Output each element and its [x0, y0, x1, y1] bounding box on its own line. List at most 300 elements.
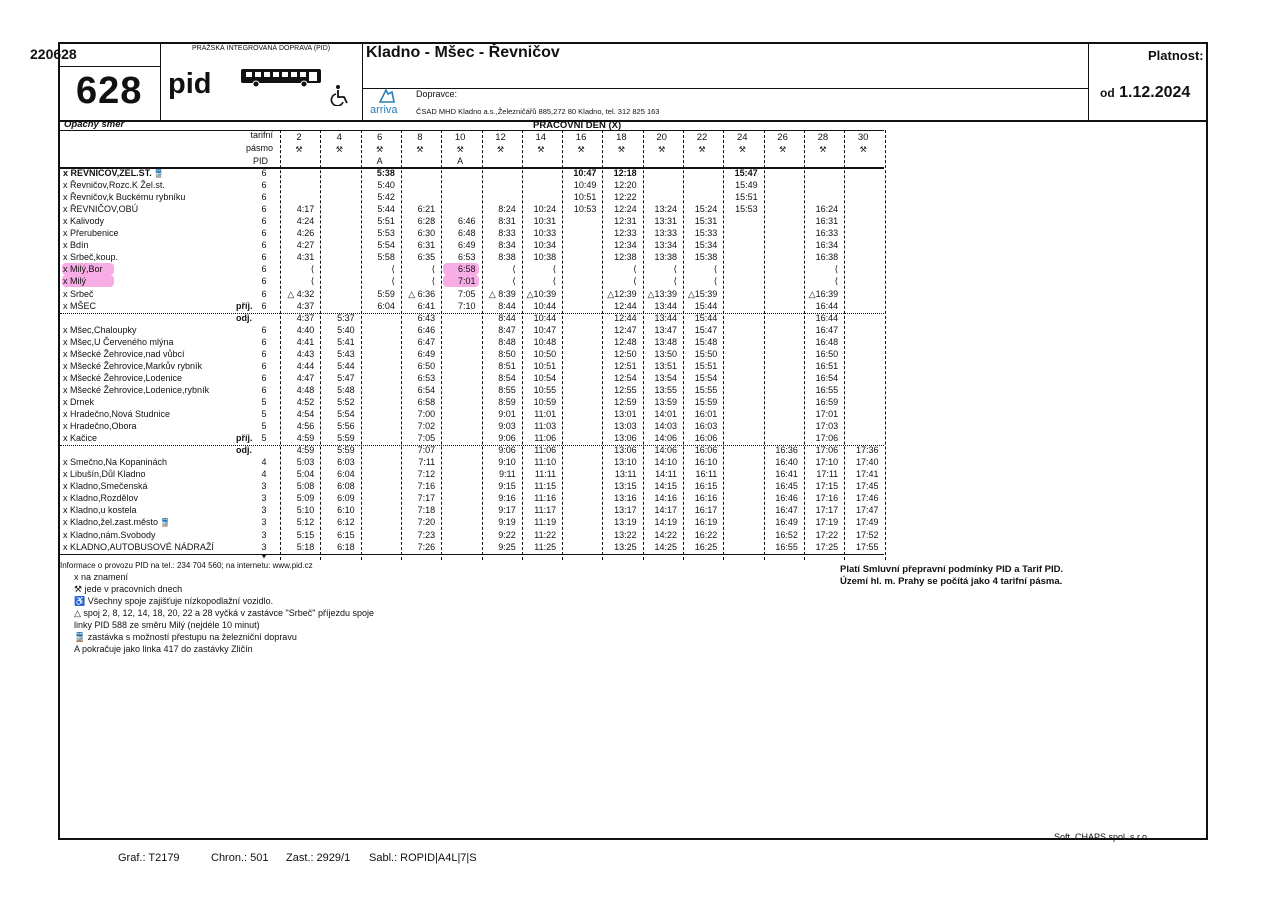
stop-name: x Srbeč,koup.: [63, 252, 119, 263]
departure-time: 10:31: [533, 216, 557, 227]
stop-name: x Kladno,Rozdělov: [63, 493, 139, 504]
tariff-zone: 3: [261, 493, 267, 504]
departure-time: 17:10: [815, 457, 839, 468]
departure-time: 9:06: [498, 433, 516, 444]
stop-name: x Mšecké Žehrovice,Lodenice: [63, 372, 183, 383]
weekday-icon: ⚒: [577, 145, 585, 154]
departure-time: 15:24: [694, 204, 718, 215]
weekday-icon: ⚒: [295, 145, 303, 154]
departure-time: 7:05: [457, 288, 476, 299]
departure-time: 10:34: [533, 240, 557, 251]
departure-time: 17:41: [855, 469, 879, 480]
departure-time: 9:25: [498, 541, 516, 552]
departure-time: 6:54: [417, 384, 436, 395]
departure-time: 16:36: [775, 445, 798, 456]
departure-time: 13:06: [614, 445, 637, 456]
departure-time: ⟨: [673, 276, 677, 287]
stop-name: x Řevničov,k Buckému rybníku: [63, 192, 186, 203]
departure-time: 13:31: [654, 216, 677, 227]
departure-time: 5:54: [337, 409, 355, 419]
tariff-zone: 3: [261, 529, 267, 540]
departure-time: 6:49: [457, 240, 476, 251]
stop-name: x Přerubenice: [63, 228, 119, 239]
departure-time: 7:12: [417, 469, 436, 480]
departure-time: 7:20: [417, 517, 436, 528]
departure-time: 16:38: [815, 252, 839, 263]
departure-time: 10:51: [533, 360, 557, 371]
footer-chron: Chron.: 501: [211, 852, 269, 864]
departure-time: 17:03: [815, 421, 839, 432]
weekday-icon: ⚒: [698, 145, 706, 154]
departure-time: 14:17: [654, 505, 677, 516]
stop-name: x Smečno,Na Kopaninách: [63, 457, 168, 468]
departure-time: 16:06: [694, 445, 718, 456]
departure-time: 9:15: [498, 481, 516, 492]
departure-time: 5:43: [337, 348, 355, 359]
weekday-icon: ⚒: [335, 145, 343, 154]
departure-time: 4:48: [296, 384, 315, 395]
stop-name: x Mšecké Žehrovice,Lodenice,rybník: [63, 384, 210, 395]
connection-number: 26: [777, 132, 788, 143]
departure-time: 12:55: [614, 384, 637, 395]
departure-time: 8:24: [498, 204, 516, 215]
departure-time: 6:35: [417, 252, 436, 263]
connection-number: 8: [417, 132, 423, 143]
departure-time: 16:50: [815, 348, 839, 359]
departure-time: 17:52: [855, 529, 879, 540]
departure-time: 12:50: [614, 348, 637, 359]
departure-time: 17:49: [855, 517, 879, 528]
weekday-icon: ⚒: [496, 145, 505, 154]
departure-time: 6:04: [377, 300, 395, 311]
stop-name: x Libušín,Důl Kladno: [63, 469, 146, 480]
departure-time: 8:51: [498, 360, 516, 371]
departure-time: 16:15: [694, 481, 718, 492]
departure-time: ⟨: [431, 264, 436, 275]
departure-time: 17:36: [855, 445, 879, 456]
header-divider: [1088, 44, 1089, 120]
tariff-zone: 4: [261, 457, 267, 468]
departure-time: 4:27: [296, 240, 315, 251]
departure-time: 6:50: [417, 360, 436, 371]
departure-time: 6:28: [417, 216, 436, 227]
departure-time: 17:15: [815, 481, 839, 492]
departure-time: 16:54: [815, 372, 839, 383]
column-separator: [441, 130, 442, 560]
departure-time: 6:08: [337, 481, 355, 492]
departure-time: 16:55: [815, 384, 839, 395]
stop-name: x Kladno,žel.zast.město 🚆: [63, 517, 171, 528]
departure-time: 6:30: [417, 228, 436, 239]
departure-time: 4:40: [296, 324, 315, 335]
departure-time: 15:33: [694, 228, 718, 239]
table-rule: [60, 167, 884, 169]
connection-note: A: [457, 156, 464, 166]
departure-time: 17:40: [855, 457, 879, 468]
departure-time: 5:42: [377, 192, 395, 203]
departure-time: ⟨: [834, 264, 839, 275]
carrier-text: ČSAD MHD Kladno a.s.,Železničářů 885,272 80 Kladno, tel. 312 825 163: [416, 107, 660, 116]
tariff-zone: 3: [261, 481, 267, 492]
departure-time: 11:16: [534, 493, 557, 504]
weekday-icon: ⚒: [537, 145, 545, 154]
departure-time: 6:48: [457, 228, 476, 239]
departure-time: 7:26: [417, 541, 436, 552]
stop-name: x Mšecké Žehrovice,nad vůbcí: [63, 348, 185, 359]
departure-time: 13:38: [654, 252, 677, 263]
connection-number: 16: [575, 132, 587, 143]
tariff-zone: 5: [261, 396, 267, 407]
departure-time: 12:44: [614, 300, 637, 311]
departure-time: 12:18: [613, 168, 637, 178]
departure-time: 6:58: [417, 396, 436, 407]
departure-time: 6:58: [457, 264, 476, 275]
departure-time: △10:39: [526, 288, 557, 299]
departure-time: 10:44: [533, 312, 557, 323]
tariff-zone: 6: [261, 288, 267, 299]
departure-time: 7:18: [417, 505, 436, 516]
departure-time: 6:15: [337, 529, 355, 540]
organization-name: PRAŽSKÁ INTEGROVANÁ DOPRAVA (PID): [192, 45, 331, 52]
departure-time: 13:01: [614, 409, 637, 419]
departure-time: △13:39: [647, 288, 677, 299]
departure-time: 15:47: [694, 324, 718, 335]
departure-time: 13:15: [614, 481, 637, 492]
departure-time: 6:03: [337, 457, 355, 468]
departure-time: 13:54: [654, 372, 677, 383]
weekday-icon: ⚒: [859, 145, 867, 154]
departure-time: 9:11: [498, 469, 516, 480]
departure-time: 12:48: [614, 336, 637, 347]
stop-name: x Milý,Bor: [63, 264, 103, 275]
departure-time: 13:22: [614, 529, 637, 540]
departure-time: ⟨: [512, 276, 516, 287]
departure-time: 17:47: [855, 505, 879, 516]
departure-time: ⟨: [713, 276, 718, 287]
departure-time: 7:17: [417, 493, 436, 504]
departure-time: 8:59: [498, 396, 516, 407]
departure-time: 17:19: [815, 517, 839, 528]
departure-time: 12:34: [614, 240, 637, 251]
departure-time: 5:40: [377, 180, 395, 191]
conditions-line-2: Území hl. m. Prahy se počítá jako 4 tarifní pásma.: [840, 576, 1063, 587]
note-item: A pokračuje jako linka 417 do zastávky Zličín: [74, 644, 253, 654]
departure-time: 6:21: [417, 204, 436, 215]
departure-time: 5:12: [296, 517, 315, 528]
departure-time: △15:39: [687, 288, 718, 299]
tariff-zone: 3: [261, 517, 267, 528]
departure-time: 9:06: [498, 445, 516, 456]
day-type-label: PRACOVNÍ DEN (X): [533, 120, 622, 131]
departure-time: 4:24: [296, 216, 315, 227]
departure-time: 16:44: [815, 300, 839, 311]
departure-time: 17:55: [855, 541, 879, 552]
departure-time: 11:10: [534, 457, 557, 468]
departure-time: △12:39: [607, 288, 637, 299]
departure-time: 14:19: [654, 517, 677, 528]
departure-time: 9:22: [498, 529, 516, 540]
connection-number: 28: [817, 132, 829, 143]
connection-number: 24: [737, 132, 748, 143]
departure-time: 9:01: [498, 409, 516, 419]
departure-time: 13:24: [654, 204, 677, 215]
departure-time: 13:06: [614, 433, 637, 444]
tariff-zone: 6: [261, 336, 267, 347]
departure-time: 13:19: [614, 517, 637, 528]
departure-time: 17:17: [815, 505, 839, 516]
departure-time: 5:41: [337, 336, 355, 347]
departure-time: 13:55: [654, 384, 677, 395]
departure-time: 16:47: [815, 324, 839, 335]
software-credit: Soft. CHAPS spol. s r.o.: [1054, 832, 1150, 842]
tariff-zone: 6: [261, 204, 267, 215]
departure-time: ⟨: [512, 264, 516, 275]
pid-brand: pid: [168, 68, 212, 100]
departure-time: 14:22: [654, 529, 677, 540]
departure-time: ⟨: [391, 264, 395, 275]
departure-time: 11:19: [534, 517, 557, 528]
departure-time: 4:26: [296, 228, 315, 239]
departure-time: 5:18: [296, 541, 315, 552]
train-icon: 🚆: [158, 518, 171, 528]
validity-label: Platnost:: [1148, 48, 1204, 63]
connection-number: 12: [495, 132, 506, 143]
departure-time: 16:22: [694, 529, 718, 540]
footer-zast: Zast.: 2929/1: [286, 852, 351, 864]
footer-sabl: Sabl.: ROPID|A4L|7|S: [369, 852, 477, 864]
departure-time: 16:47: [775, 505, 798, 516]
weekday-icon: ⚒: [617, 145, 625, 154]
departure-time: 9:16: [498, 493, 516, 504]
connection-number: 4: [336, 132, 342, 143]
departure-time: 12:47: [614, 324, 637, 335]
note-item: x na znamení: [74, 572, 129, 582]
departure-time: 7:11: [418, 457, 436, 468]
departure-time: 8:50: [498, 348, 516, 359]
departure-time: ⟨: [310, 276, 315, 287]
stop-name: x Mšecké Žehrovice,Markův rybník: [63, 360, 203, 371]
departure-time: 9:17: [498, 505, 516, 516]
departure-time: 15:55: [694, 384, 718, 395]
departure-time: ⟨: [310, 264, 315, 275]
departure-time: 17:11: [816, 469, 839, 480]
note-item: 🚆 zastávka s možností přestupu na železniční dopravu: [74, 632, 297, 642]
departure-time: 4:17: [296, 204, 315, 215]
stop-name: x Hradečno,Obora: [63, 421, 137, 432]
departure-time: 15:44: [694, 312, 718, 323]
departure-time: 4:44: [296, 360, 315, 371]
connection-number: 10: [454, 132, 466, 143]
stop-name: x Mšec,Chaloupky: [63, 324, 137, 335]
departure-time: 6:12: [337, 517, 355, 528]
departure-time: 16:41: [775, 469, 798, 480]
departure-time: 13:34: [654, 240, 677, 251]
departure-time: 10:47: [573, 168, 597, 178]
departure-time: 4:56: [296, 421, 315, 432]
stop-name: x Kačice: [63, 433, 98, 444]
departure-time: 8:47: [498, 324, 516, 335]
departure-time: 16:49: [775, 517, 798, 528]
departure-time: 6:47: [417, 336, 436, 347]
departure-time: 12:38: [614, 252, 637, 263]
departure-time: 6:41: [417, 300, 436, 311]
pasmo-label: pásmo: [245, 143, 273, 153]
departure-time: 7:01: [457, 276, 476, 287]
stop-name: x Kladno,u kostela: [63, 505, 137, 516]
stop-name: x Hradečno,Nová Studnice: [63, 409, 171, 419]
departure-time: 15:44: [694, 300, 718, 311]
departure-time: 12:22: [614, 192, 637, 203]
departure-time: 14:11: [655, 469, 677, 480]
connection-number: 2: [296, 132, 302, 143]
departure-time: 4:59: [296, 445, 315, 456]
departure-time: 16:11: [695, 469, 718, 480]
departure-time: 15:51: [735, 192, 758, 203]
departure-time: 13:16: [614, 493, 637, 504]
header-divider: [60, 66, 160, 67]
tariff-zone: 5: [261, 421, 267, 432]
departure-time: 15:48: [694, 336, 718, 347]
tariff-zone: 6: [261, 192, 267, 203]
departure-time: 16:01: [694, 409, 718, 419]
departure-time: 7:00: [417, 409, 436, 419]
departure-time: 13:48: [654, 336, 677, 347]
note-item: ⚒ jede v pracovních dnech: [74, 584, 183, 594]
departure-time: 10:49: [573, 180, 597, 191]
departure-time: 16:52: [775, 529, 798, 540]
departure-time: 16:25: [694, 541, 718, 552]
departure-time: 11:06: [534, 433, 557, 444]
departure-time: 17:46: [855, 493, 879, 504]
departure-time: 12:44: [614, 312, 637, 323]
departure-time: 16:44: [815, 312, 839, 323]
departure-time: 7:23: [417, 529, 436, 540]
stop-name: x Milý: [63, 276, 86, 287]
departure-time: 13:33: [654, 228, 677, 239]
weekday-icon: ⚒: [658, 145, 666, 154]
departure-time: ⟨: [673, 264, 677, 275]
tariff-zone: 6: [261, 384, 267, 395]
departure-time: 6:18: [337, 541, 355, 552]
line-code: 220628: [30, 46, 77, 62]
tariff-zone: 6: [261, 240, 267, 251]
departure-time: 8:31: [498, 216, 516, 227]
departure-time: 16:59: [815, 396, 839, 407]
departure-time: 17:45: [855, 481, 879, 492]
departure-time: 16:24: [815, 204, 839, 215]
departure-time: 16:55: [775, 541, 798, 552]
departure-time: 5:52: [337, 396, 355, 407]
departure-time: 7:07: [417, 445, 436, 456]
departure-time: 12:24: [614, 204, 637, 215]
departure-time: 16:16: [694, 493, 718, 504]
departure-time: 15:31: [694, 216, 718, 227]
connection-number: 14: [535, 132, 547, 143]
tariff-zone: 6: [261, 348, 267, 359]
departure-time: 5:03: [296, 457, 315, 468]
departure-time: 16:34: [815, 240, 839, 251]
departure-time: 14:06: [654, 433, 677, 444]
departure-time: 15:34: [694, 240, 718, 251]
departure-time: 6:53: [457, 252, 476, 263]
stop-name: x Mšec,U Červeného mlýna: [63, 336, 174, 347]
direction-label: Opačný směr: [64, 119, 125, 130]
departure-time: 4:59: [296, 433, 315, 444]
departure-time: 13:51: [654, 360, 677, 371]
departure-time: 15:51: [694, 360, 718, 371]
departure-time: 6:09: [337, 493, 355, 504]
departure-time: 4:37: [296, 312, 315, 323]
departure-time: 15:38: [694, 252, 718, 263]
table-rule: [60, 554, 884, 555]
departure-time: 10:59: [533, 396, 557, 407]
departure-time: 10:33: [533, 228, 557, 239]
tariff-zone: 6: [261, 180, 267, 191]
departure-time: 6:46: [457, 216, 476, 227]
departure-time: 5:08: [296, 481, 315, 492]
departure-time: ⟨: [633, 264, 637, 275]
departure-time: 8:48: [498, 336, 516, 347]
departure-time: 7:16: [417, 481, 436, 492]
departure-time: 12:59: [614, 396, 637, 407]
tariff-zone: 4: [261, 469, 267, 480]
departure-time: 4:47: [296, 372, 315, 383]
departure-time: 5:47: [337, 372, 355, 383]
stop-name: x Bdín: [63, 240, 89, 251]
validity-date: od 1.12.2024: [1100, 84, 1191, 101]
departure-time: 14:01: [654, 409, 677, 419]
departure-time: 5:15: [296, 529, 315, 540]
departure-time: 10:54: [533, 372, 557, 383]
departure-time: △ 4:32: [287, 288, 315, 299]
departure-time: 16:51: [815, 360, 839, 371]
weekday-icon: ⚒: [738, 145, 746, 154]
departure-time: 15:50: [694, 348, 718, 359]
note-item: ♿ Všechny spoje zajišťuje nízkopodlažní vozidlo.: [74, 596, 274, 606]
stop-name: x Řevničov,Rozc.K Žel.st.: [63, 180, 165, 191]
departure-time: ⟨: [834, 276, 839, 287]
departure-time: 8:44: [498, 300, 516, 311]
departure-time: ⟨: [713, 264, 718, 275]
departure-time: ⟨: [552, 264, 557, 275]
departure-time: 11:03: [534, 421, 557, 432]
departure-time: 16:33: [815, 228, 839, 239]
connection-number: 18: [616, 132, 627, 143]
tariff-zone: 6: [261, 168, 267, 178]
tarif-label: tarifní: [250, 130, 273, 140]
header-divider: [362, 44, 363, 120]
bus-icon: [240, 68, 322, 88]
departure-time: 5:58: [377, 252, 395, 263]
departure-time: 11:06: [534, 445, 557, 456]
departure-time: 13:25: [614, 541, 637, 552]
departure-time: 4:41: [296, 336, 315, 347]
departure-time: 13:44: [654, 300, 677, 311]
weekday-icon: ⚒: [456, 145, 464, 154]
departure-time: △ 6:36: [408, 288, 436, 299]
departure-time: 16:31: [815, 216, 839, 227]
weekday-icon: ⚒: [779, 145, 787, 154]
stop-name: x Kalivody: [63, 216, 105, 227]
departure-time: 14:10: [654, 457, 677, 468]
tariff-zone: 6: [261, 300, 267, 311]
departure-time: 10:47: [533, 324, 557, 335]
stop-name: x Kladno,Smečenská: [63, 481, 148, 492]
conditions-line-1: Platí Smluvní přepravní podmínky PID a Tarif PID.: [840, 564, 1064, 575]
departure-time: 12:31: [614, 216, 637, 227]
header-bottom-rule: [60, 120, 1206, 122]
departure-time: 5:51: [377, 216, 395, 227]
